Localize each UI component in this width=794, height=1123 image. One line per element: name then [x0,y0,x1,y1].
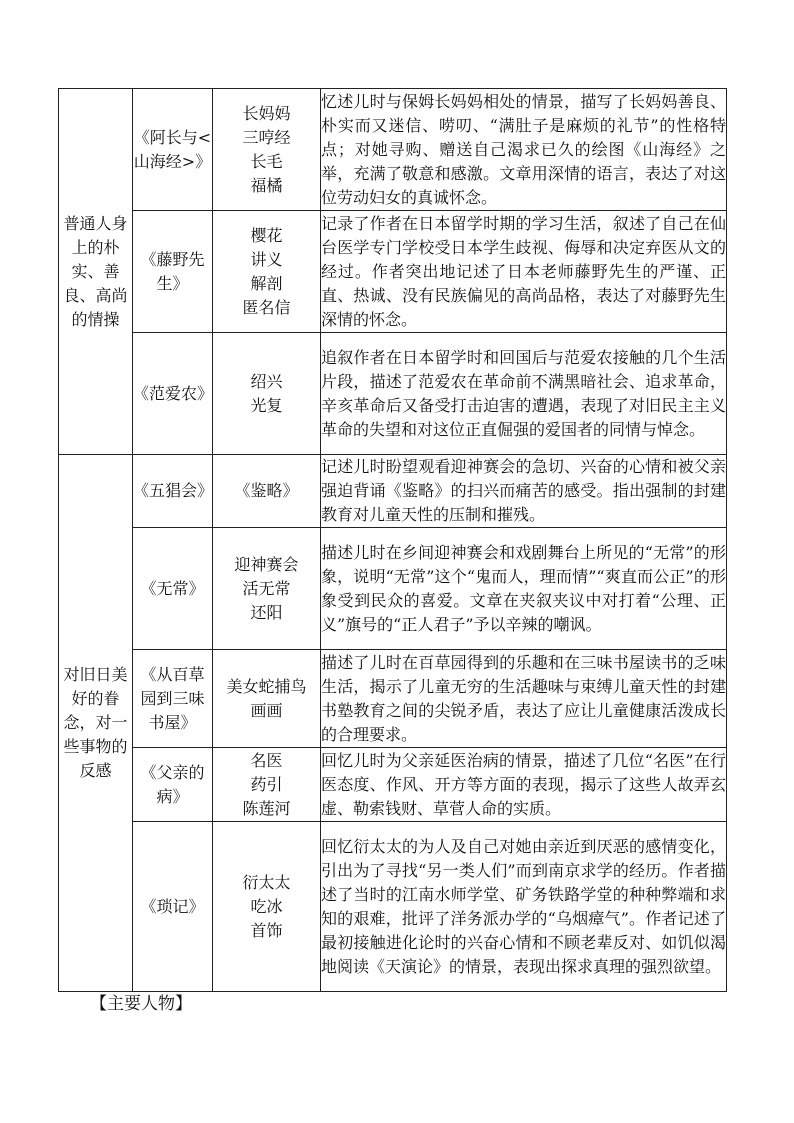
table-row [59,822,727,992]
description-cell: 描述儿时在乡间迎神赛会和戏剧舞台上所见的“无常”的形象，说明“无常”这个“鬼而人，理而情”“爽直而公正”的形象受到民众的喜爱。文章在夹叙夹议中对打着“公理、正义”旗号的“正人君子”予以辛辣的嘲讽。 [321,528,727,650]
keywords-cell: 衍太太 吃冰 首饰 [213,822,321,992]
description-cell: 忆述儿时与保姆长妈妈相处的情景，描写了长妈妈善良、朴实而又迷信、唠叨、“满肚子是麻烦的礼节”的性格特点；对她寻购、赠送自己渴求已久的绘图《山海经》之举，充满了敬意和感激。文章用深情的语言，表达了对这位劳动妇女的真诚怀念。 [321,89,727,211]
table-row [59,455,727,528]
description-cell: 追叙作者在日本留学时和回国后与范爱农接触的几个生活片段，描述了范爱农在革命前不满黑暗社会、追求革命，辛亥革命后又备受打击迫害的遭遇，表现了对旧民主主义革命的失望和对这位正直倔强的爱国者的同情与悼念。 [321,333,727,455]
keywords-cell: 绍兴 光复 [213,333,321,455]
work-title: 《从百草园到三味书屋》 [133,650,213,748]
description-cell: 回忆衍太太的为人及自己对她由亲近到厌恶的感情变化，引出为了寻找“另一类人们”而到南京求学的经历。作者描述了当时的江南水师学堂、矿务铁路学堂的种种弊端和求知的艰难，批评了洋务派办学的“乌烟瘴气”。作者记述了最初接触进化论时的兴奋心情和不顾老辈反对、如饥似渴地阅读《天演论》的情景，表现出探求真理的强烈欲望。 [321,822,727,992]
keywords-cell: 美女蛇捕鸟 画画 [213,650,321,748]
description-cell: 描述了儿时在百草园得到的乐趣和在三味书屋读书的乏味生活，揭示了儿童无穷的生活趣味与束缚儿童天性的封建书塾教育之间的尖锐矛盾，表达了应让儿童健康活泼成长的合理要求。 [321,650,727,748]
theme-cell: 对旧日美好的眷念，对一些事物的反感 [59,455,133,992]
work-title: 《藤野先生》 [133,211,213,333]
keywords-cell: 迎神赛会 活无常 还阳 [213,528,321,650]
description-cell: 回忆儿时为父亲延医治病的情景，描述了几位“名医”在行医态度、作风、开方等方面的表现，揭示了这些人故弄玄虚、勒索钱财、草菅人命的实质。 [321,748,727,822]
description-cell: 记述儿时盼望观看迎神赛会的急切、兴奋的心情和被父亲强迫背诵《鉴略》的扫兴而痛苦的感受。指出强制的封建教育对儿童天性的压制和摧残。 [321,455,727,528]
table-row [59,650,727,748]
work-title: 《琐记》 [133,822,213,992]
table-row [59,211,727,333]
section-heading-main-characters: 【主要人物】 [90,994,192,1014]
works-summary-table [58,88,727,992]
keywords-cell: 《鉴略》 [213,455,321,528]
table-row [59,89,727,211]
work-title: 《无常》 [133,528,213,650]
theme-cell: 普通人身上的朴实、善良、高尚的情操 [59,89,133,455]
table-row [59,528,727,650]
keywords-cell: 樱花 讲义 解剖 匿名信 [213,211,321,333]
work-title: 《五猖会》 [133,455,213,528]
description-cell: 记录了作者在日本留学时期的学习生活，叙述了自己在仙台医学专门学校受日本学生歧视、侮辱和决定弃医从文的经过。作者突出地记述了日本老师藤野先生的严谨、正直、热诚、没有民族偏见的高尚品格，表达了对藤野先生深情的怀念。 [321,211,727,333]
table-row [59,333,727,455]
keywords-cell: 长妈妈 三哼经 长毛 福橘 [213,89,321,211]
table-row [59,748,727,822]
work-title: 《范爱农》 [133,333,213,455]
work-title: 《父亲的病》 [133,748,213,822]
work-title: 《阿长与<山海经>》 [133,89,213,211]
keywords-cell: 名医 药引 陈莲河 [213,748,321,822]
